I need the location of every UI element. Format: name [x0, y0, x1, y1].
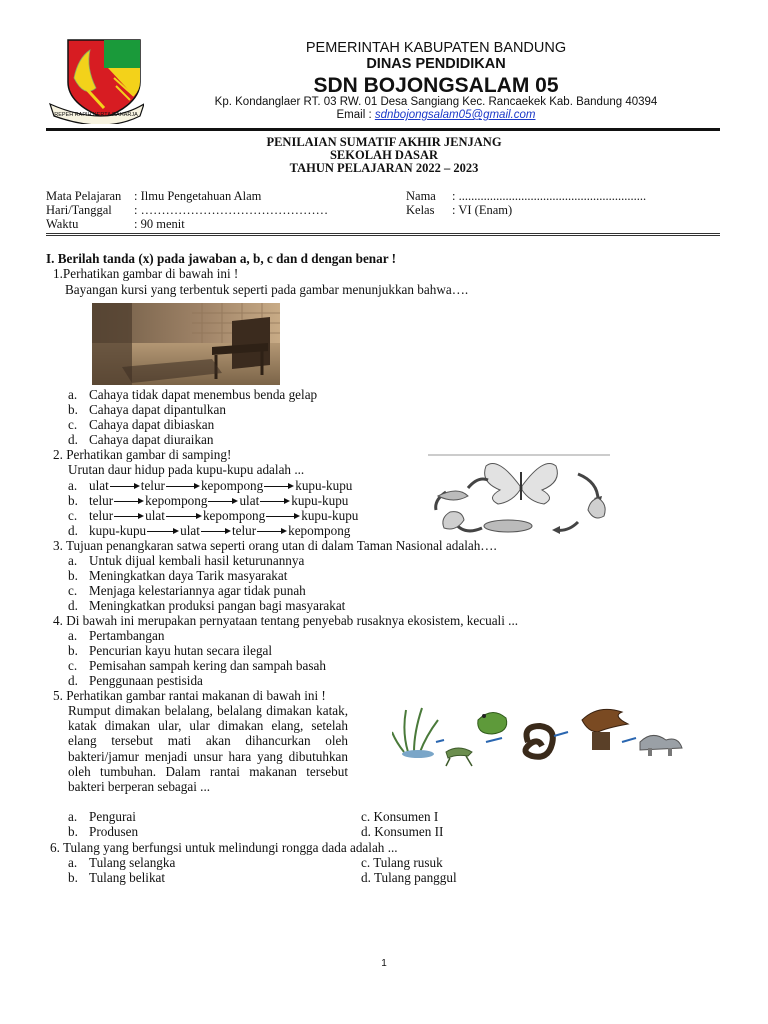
q3-label-c: c.: [68, 583, 78, 598]
q5-option-a[interactable]: Pengurai: [89, 809, 136, 824]
exam-title: PENILAIAN SUMATIF AKHIR JENJANG: [266, 135, 502, 149]
q4-text: 4. Di bawah ini merupakan pernyataan tentang penyebab rusaknya ekosistem, kecuali ...: [53, 613, 519, 628]
q4-label-d: d.: [68, 673, 78, 688]
svg-text:REPEH RAPIH KERTA RAHARJA: REPEH RAPIH KERTA RAHARJA: [54, 112, 138, 118]
q1-option-b[interactable]: Cahaya dapat dipantulkan: [89, 402, 226, 417]
q6-option-c[interactable]: c. Tulang rusuk: [361, 855, 443, 870]
q1-label-b: b.: [68, 402, 78, 417]
q1-option-a[interactable]: Cahaya tidak dapat menembus benda gelap: [89, 387, 318, 402]
q6-option-d[interactable]: d. Tulang panggul: [361, 870, 457, 885]
exam-year: TAHUN PELAJARAN 2022 – 2023: [289, 161, 479, 175]
q5-label-a: a.: [68, 809, 78, 824]
q3-option-b[interactable]: Meningkatkan daya Tarik masyarakat: [89, 568, 288, 583]
q3-label-b: b.: [68, 568, 78, 583]
q4-option-b[interactable]: Pencurian kayu hutan secara ilegal: [89, 643, 273, 658]
q4-option-c[interactable]: Pemisahan sampah kering dan sampah basah: [89, 658, 326, 673]
exam-level: SEKOLAH DASAR: [329, 148, 438, 162]
q6-label-a: a.: [68, 855, 78, 870]
q6-text: 6. Tulang yang berfungsi untuk melindungi rongga dada adalah ...: [50, 840, 398, 855]
page-number: 1: [381, 958, 387, 969]
food-chain-image: [392, 702, 688, 772]
q4-label-c: c.: [68, 658, 78, 673]
mapel-label: Mata Pelajaran: [46, 189, 122, 203]
q5-option-b[interactable]: Produsen: [89, 824, 139, 839]
q2-label-a: a.: [68, 478, 78, 493]
q2-option-a[interactable]: ulat telur kepompong kupu-kupu: [89, 478, 353, 493]
government-name: PEMERINTAH KABUPATEN BANDUNG: [305, 40, 567, 56]
q2-text2: Urutan daur hidup pada kupu-kupu adalah ...: [68, 462, 305, 477]
q6-option-a[interactable]: Tulang selangka: [89, 855, 176, 870]
q2-text: 2. Perhatikan gambar di samping!: [53, 447, 232, 462]
waktu-label: Waktu: [46, 217, 79, 231]
q5-paragraph: Rumput dimakan belalang, belalang dimakan katak, katak dimakan ular, ular dimakan elang, setelah elang tersebut mati akan dihancurkan oleh bakteri/jamur menjadi unsur hara yang dibutuhkan oleh tumbuhan. Dalam rantai makanan tersebut bakteri berperan sebagai ...: [68, 703, 348, 795]
q3-label-a: a.: [68, 553, 78, 568]
q3-label-d: d.: [68, 598, 78, 613]
school-name: SDN BOJONGSALAM 05: [313, 74, 559, 97]
q1-option-d[interactable]: Cahaya dapat diuraikan: [89, 432, 214, 447]
q5-text: 5. Perhatikan gambar rantai makanan di bawah ini !: [53, 688, 326, 703]
q5-option-c[interactable]: c. Konsumen I: [361, 809, 439, 824]
school-email-row: [0, 108, 768, 122]
waktu-value: : 90 menit: [134, 217, 185, 231]
q3-option-d[interactable]: Meningkatkan produksi pangan bagi masyarakat: [89, 598, 346, 613]
email-link[interactable]: sdnbojongsalam05@gmail.com: [374, 109, 536, 121]
section-instruction: I. Berilah tanda (x) pada jawaban a, b, c dan d dengan benar !: [46, 251, 397, 266]
department-name: DINAS PENDIDIKAN: [366, 56, 506, 72]
school-address: Kp. Kondanglaer RT. 03 RW. 01 Desa Sangiang Kec. Rancaekek Kab. Bandung 40394: [214, 96, 658, 108]
q5-label-b: b.: [68, 824, 78, 839]
q4-option-a[interactable]: Pertambangan: [89, 628, 165, 643]
hari-value: : ………………………………………: [134, 203, 329, 217]
q4-label-b: b.: [68, 643, 78, 658]
nama-value: : ............................................................: [452, 189, 647, 203]
q3-option-a[interactable]: Untuk dijual kembali hasil keturunannya: [89, 553, 305, 568]
hari-label: Hari/Tanggal: [46, 203, 112, 217]
q3-option-c[interactable]: Menjaga kelestariannya agar tidak punah: [89, 583, 306, 598]
mapel-value: : Ilmu Pengetahuan Alam: [134, 189, 262, 203]
chair-shadow-photo: [92, 303, 280, 385]
q2-option-c[interactable]: telur ulat kepompong kupu-kupu: [89, 508, 359, 523]
butterfly-lifecycle-image: [428, 452, 614, 542]
q1-label-d: d.: [68, 432, 78, 447]
q6-option-b[interactable]: Tulang belikat: [89, 870, 166, 885]
kelas-label: Kelas: [406, 203, 435, 217]
q1-text: 1.Perhatikan gambar di bawah ini !: [53, 266, 239, 281]
header-divider: [46, 128, 720, 131]
q1-label-c: c.: [68, 417, 78, 432]
kelas-value: : VI (Enam): [452, 203, 513, 217]
email-label: Email :: [336, 109, 375, 121]
q5-option-d[interactable]: d. Konsumen II: [361, 824, 444, 839]
info-divider: [46, 233, 720, 236]
q4-option-d[interactable]: Penggunaan pestisida: [89, 673, 203, 688]
q3-text: 3. Tujuan penangkaran satwa seperti orang utan di dalam Taman Nasional adalah….: [53, 538, 497, 553]
q2-option-d[interactable]: kupu-kupu ulat telur kepompong: [89, 523, 351, 538]
q1-text2: Bayangan kursi yang terbentuk seperti pada gambar menunjukkan bahwa….: [65, 282, 469, 297]
q2-label-c: c.: [68, 508, 78, 523]
q1-option-c[interactable]: Cahaya dapat dibiaskan: [89, 417, 215, 432]
q6-label-b: b.: [68, 870, 78, 885]
q2-option-b[interactable]: telur kepompong ulat kupu-kupu: [89, 493, 349, 508]
q4-label-a: a.: [68, 628, 78, 643]
nama-label: Nama: [406, 189, 436, 203]
q2-label-b: b.: [68, 493, 78, 508]
q1-label-a: a.: [68, 387, 78, 402]
q2-label-d: d.: [68, 523, 78, 538]
